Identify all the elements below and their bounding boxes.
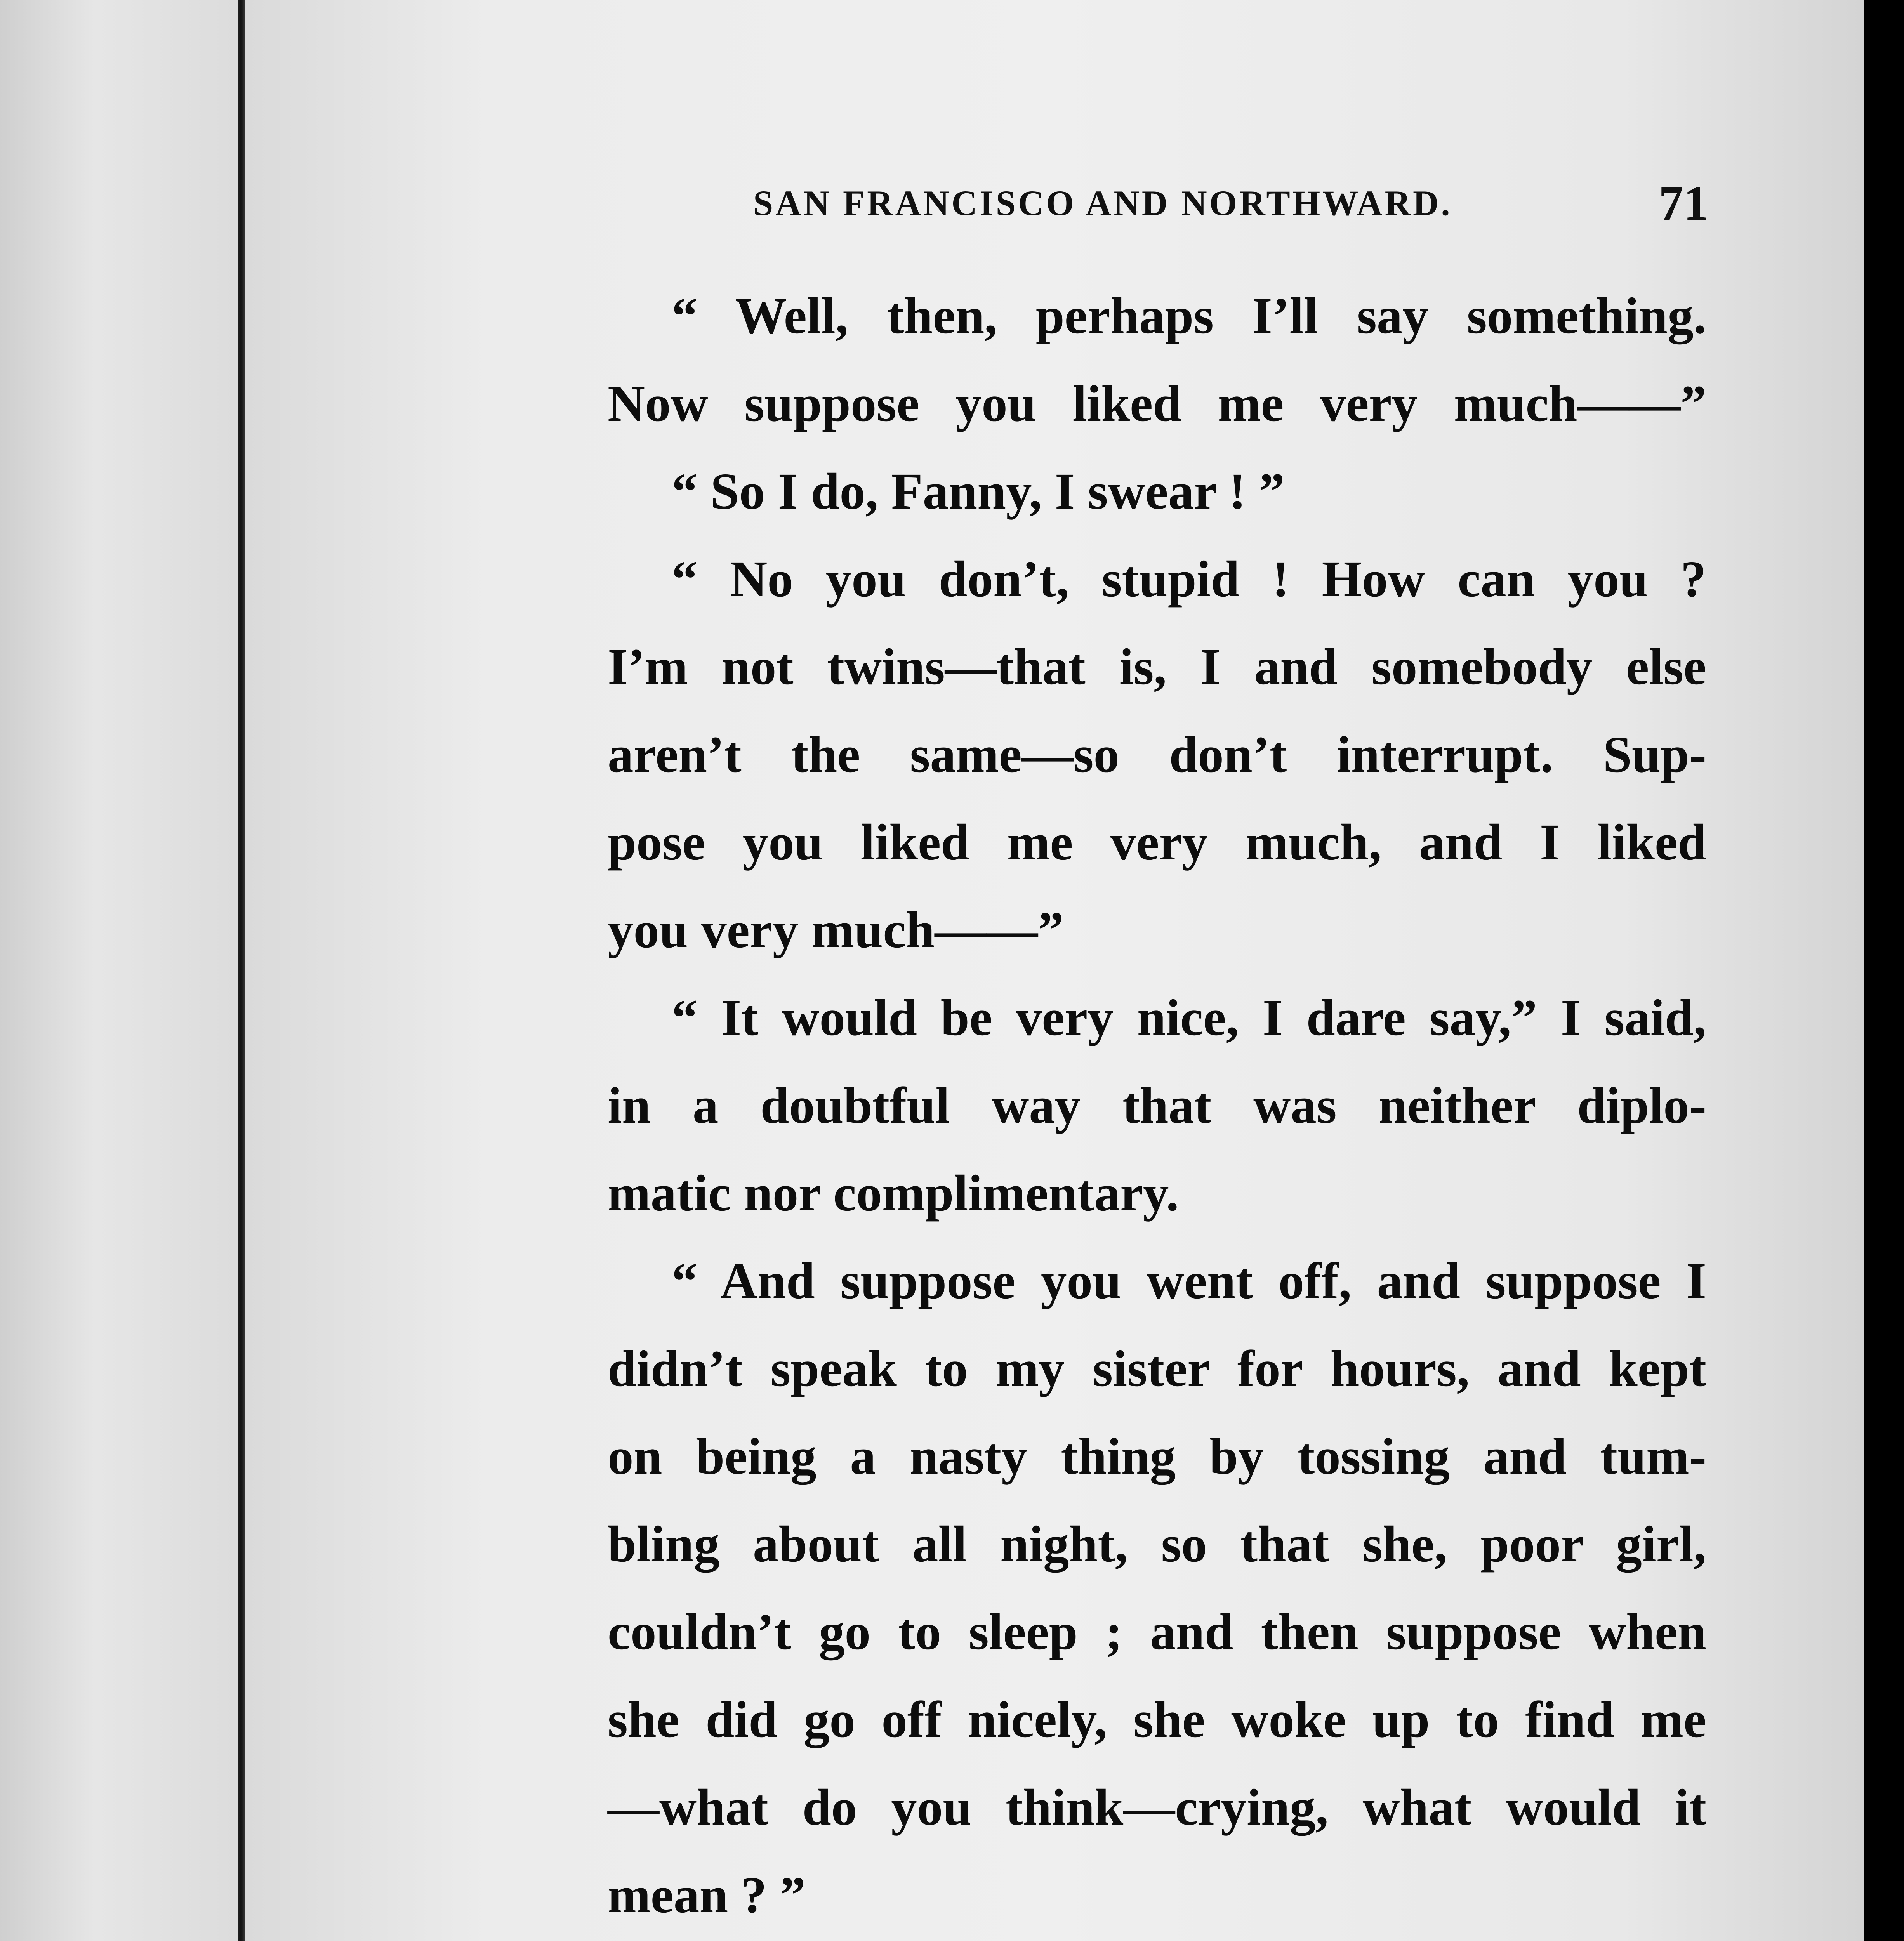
text-line: couldn’t go to sleep ; and then suppose when <box>608 1603 1706 1660</box>
text-line: in a doubtful way that was neither diplo- <box>608 1076 1706 1134</box>
text-line: didn’t speak to my sister for hours, and kept <box>608 1340 1706 1397</box>
text-line: pose you liked me very much, and I liked <box>608 813 1706 871</box>
text-line: mean ? ” <box>608 1866 806 1924</box>
text-line <box>608 1939 1706 1941</box>
text-line: “ And suppose you went off, and suppose I <box>672 1252 1706 1309</box>
text-line: —what do you think—crying, what would it <box>608 1778 1706 1836</box>
text-line: Now suppose you liked me very much——” <box>608 375 1706 432</box>
text-line: “ No you don’t, stupid ! How can you ? <box>672 550 1706 608</box>
page-number: 71 <box>1659 175 1708 231</box>
text-line: “ Well, then, perhaps I’ll say something. <box>672 287 1706 344</box>
scan-border-right <box>1864 0 1904 1941</box>
text-line: “ It would be very nice, I dare say,” I said, <box>672 989 1706 1046</box>
facing-page-edge <box>0 0 238 1941</box>
text-line: I’m not twins—that is, I and somebody else <box>608 638 1706 695</box>
book-spine <box>238 0 245 1941</box>
text-line: she did go off nicely, she woke up to find me <box>608 1691 1706 1748</box>
text-line: you very much——” <box>608 901 1064 958</box>
text-line: aren’t the same—so don’t interrupt. Sup- <box>608 726 1706 783</box>
body-text <box>608 272 1706 1941</box>
page-header <box>606 175 1708 237</box>
running-head: SAN FRANCISCO AND NORTHWARD. <box>753 183 1452 223</box>
text-line: “ So I do, Fanny, I swear ! ” <box>672 462 1285 520</box>
text-line: matic nor complimentary. <box>608 1164 1179 1222</box>
text-line: bling about all night, so that she, poor girl, <box>608 1515 1706 1573</box>
text-line: on being a nasty thing by tossing and tum- <box>608 1427 1706 1485</box>
